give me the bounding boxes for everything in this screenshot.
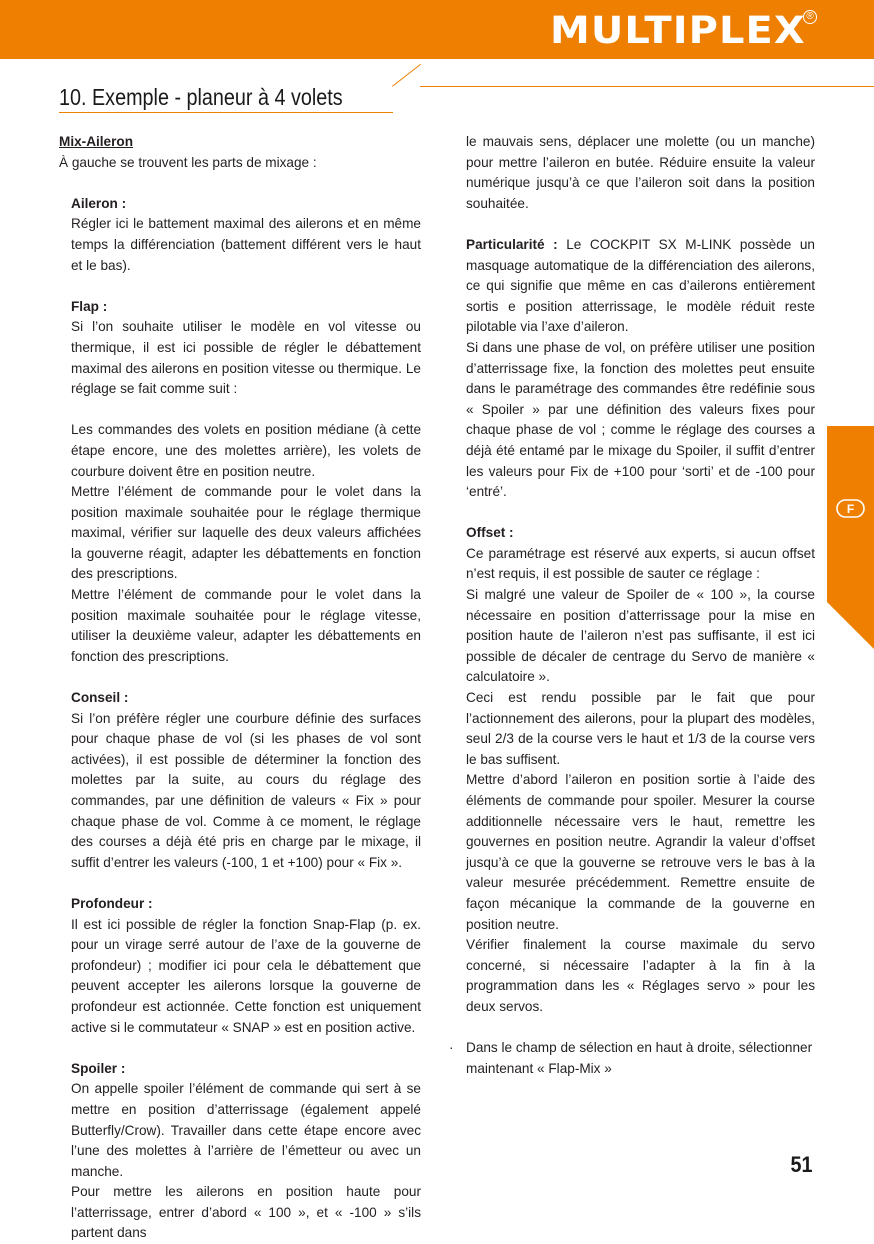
spoiler-text-2: Pour mettre les ailerons en position haute pour l’atterrissage, entrer d’abord « 100 », et « -100 » s’ils partent dans xyxy=(71,1184,421,1241)
mix-aileron-heading: Mix-Aileron xyxy=(59,134,134,149)
spoiler-text-1: On appelle spoiler l’élément de commande qui sert à se mettre en position d’atterrissage (également appelé Butterfly/Crow). Travailler dans cette étape encore avec l’une des molettes à l’arrière de l’émetteur ou avec un manche. xyxy=(71,1081,421,1179)
language-tab-label: F xyxy=(846,502,855,516)
offset-text-1: Ce paramétrage est réservé aux experts, si aucun offset n’est requis, il est possible de sauter ce réglage : xyxy=(466,545,815,582)
offset-text-3: Ceci est rendu possible par le fait que pour l’actionnement des ailerons, pour la plupart des modèles, seul 2/3 de la course vers le haut et 1/3 de la course vers le bas suffisent. xyxy=(466,690,815,767)
spoiler-text-continued: le mauvais sens, déplacer une molette (ou un manche) pour mettre l’aileron en butée. Réduire ensuite la valeur numérique jusqu’à ce que l’aileron soit dans la position souhaitée. xyxy=(466,134,815,211)
right-column xyxy=(449,132,815,1079)
offset-text-5: Vérifier finalement la course maximale du servo concerné, si nécessaire l’adapter à la fin à la programmation dans les « Réglages servo » pour les deux servos. xyxy=(466,937,815,1014)
page-number: 51 xyxy=(789,1152,812,1177)
flap-text-4: Mettre l’élément de commande pour le volet dans la position maximale souhaitée pour le réglage vitesse, utiliser la deuxième valeur, adapter les débattements en fonction des prescriptions. xyxy=(71,587,421,664)
title-underline-right xyxy=(420,86,874,87)
flap-heading: Flap : xyxy=(71,298,108,314)
multiplex-logo: MULTIPLEX xyxy=(550,9,806,52)
title-underline-slant xyxy=(392,64,421,87)
bullet-mark: · xyxy=(449,1040,454,1056)
offset-heading: Offset : xyxy=(466,525,514,541)
registered-mark: ® xyxy=(803,10,817,24)
profondeur-text: Il est ici possible de régler la fonction Snap-Flap (p. ex. pour un virage serré autour de l’axe de la gouverne de profondeur) ; modifier ici pour cela le débattement que peuvent accepter les ailerons lorsque la gouverne de profondeur est actionnée. Cette fonction est uniquement active si le commutateur « SNAP » est en position active. xyxy=(71,916,421,1035)
offset-text-4: Mettre d’abord l’aileron en position sortie à l’aide des éléments de commande pour spoiler. Mesurer la course additionnelle nécessaire vers le haut, remettre les gouvernes en position neutre. Agrandir la valeur d’offset jusqu’à ce que la gouverne se retrouve vers le bas à la valeur mesurée précédemment. Remettre ensuite de façon mécanique la commande de la gouverne en position neutre. xyxy=(466,772,815,932)
flap-text-2: Les commandes des volets en position médiane (à cette étape encore, une des molettes arrière), les volets de courbure doivent être en position neutre. xyxy=(71,422,421,479)
spoiler-heading: Spoiler : xyxy=(71,1060,126,1076)
left-column xyxy=(59,132,421,1244)
section-title: 10. Exemple - planeur à 4 volets xyxy=(59,84,343,110)
particularite-paragraph xyxy=(466,235,815,338)
aileron-text: Régler ici le battement maximal des ailerons et en même temps la différenciation (battement différent vers le haut et le bas). xyxy=(71,216,421,273)
particularite-heading: Particularité : xyxy=(466,236,558,252)
particularite-text-2: Si dans une phase de vol, on préfère utiliser une position d’atterrissage fixe, la fonction des molettes peut ensuite dans le paramétrage des commandes être redéfinie sous « Spoiler » par une définition des valeurs fixes pour chaque phase de vol ; comme le réglage des courses a déjà été entamé par le mixage du Spoiler, il suffit d’entrer les valeurs pour Fix de +100 pour ‘sorti’ et de -100 pour ‘entré’. xyxy=(466,339,815,500)
flap-text-3: Mettre l’élément de commande pour le volet dans la position maximale souhaitée pour le réglage thermique maximal, vérifier sur laquelle des deux valeurs affichées la gouverne réagit, adapter les débattements en fonction des prescriptions. xyxy=(71,484,421,582)
aileron-heading: Aileron : xyxy=(71,195,127,211)
conseil-heading: Conseil : xyxy=(71,690,129,706)
intro-text: À gauche se trouvent les parts de mixage : xyxy=(59,154,317,170)
flap-text-1: Si l’on souhaite utiliser le modèle en vol vitesse ou thermique, il est ici possible de régler le débattement maximal des ailerons en position vitesse ou thermique. Le réglage se fait comme suit : xyxy=(71,319,421,397)
language-tab xyxy=(827,426,874,649)
bullet-item xyxy=(449,1038,815,1079)
particularite-text-1: Le COCKPIT SX M-LINK possède un masquage automatique de la différenciation des ailerons, ce qui signifie que même en cas d’ailerons entièrement sortis e position atterrissage, le modèle réduit reste pilotable via l’axe d’aileron. xyxy=(466,236,815,335)
conseil-text: Si l’on préfère régler une courbure définie des surfaces pour chaque phase de vol (si les phases de vol sont activées), il est possible de déterminer la fonction des molettes par la suite, au cours du réglage des commandes, par une définition de valeurs « Fix » pour chaque phase de vol. Comme à ce moment, le réglage des courses a déjà été pris en charge par le mixage, il suffit d’entrer les valeurs (-100, 1 et +100) pour « Fix ». xyxy=(71,710,421,870)
header-bar xyxy=(0,0,874,59)
title-underline xyxy=(59,112,393,113)
offset-text-2: Si malgré une valeur de Spoiler de « 100 », la course nécessaire en position d’atterrissage pour la mise en position haute de l’aileron n’est pas suffisante, il est ici possible de décaler de centrage du Servo de manière « calculatoire ». xyxy=(466,587,815,685)
profondeur-heading: Profondeur : xyxy=(71,895,153,911)
bullet-text: Dans le champ de sélection en haut à droite, sélectionner maintenant « Flap-Mix » xyxy=(466,1040,813,1076)
